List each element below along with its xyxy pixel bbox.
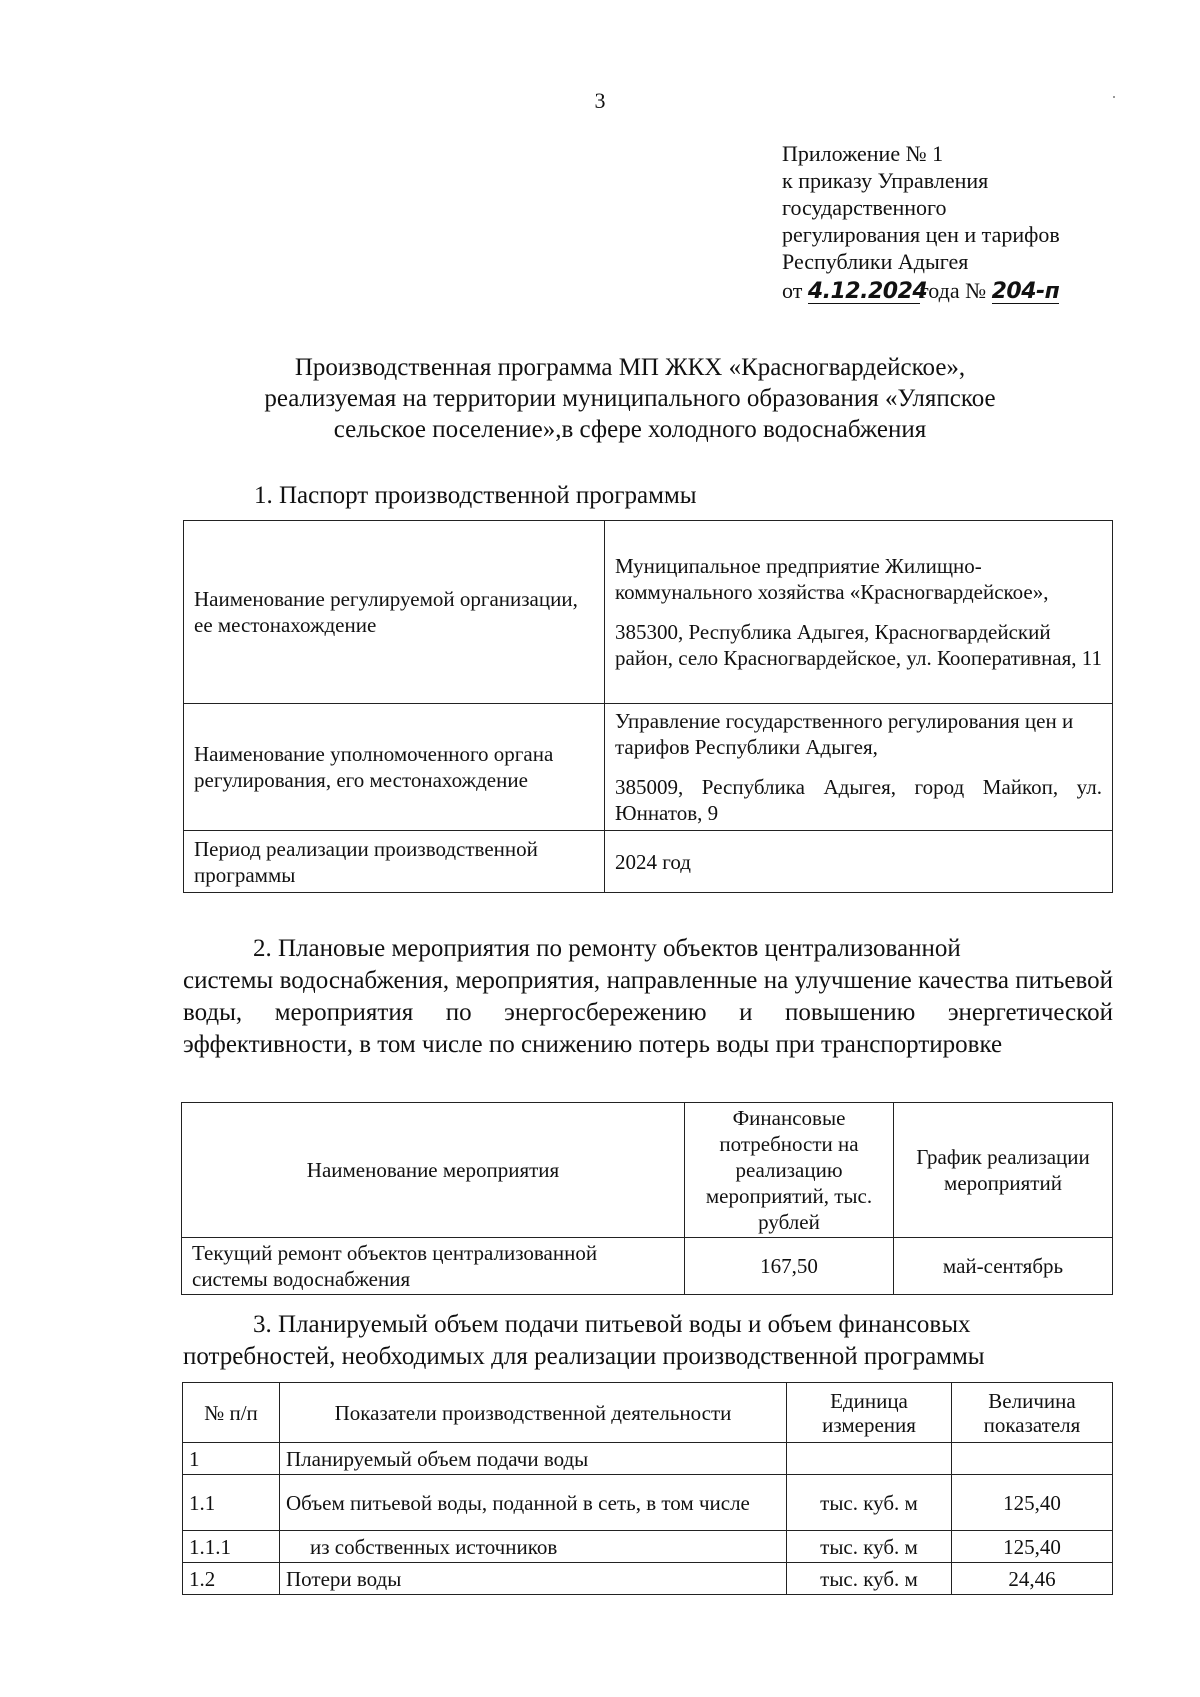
measure-finance: 167,50 [685,1238,894,1295]
section3-heading-rest: потребностей, необходимых для реализации производственной программы [183,1343,985,1370]
row-unit [787,1443,952,1475]
handwritten-order-number: 204-п [991,279,1060,304]
column-header: Наименование мероприятия [182,1103,685,1238]
table-row [183,1563,1113,1595]
row-number: 1.1.1 [183,1531,280,1563]
appendix-date-line [782,277,1060,304]
column-header: Величина показателя [952,1383,1113,1443]
appendix-line: Приложение № 1 [782,141,944,166]
passport-value: 2024 год [605,831,1113,893]
row-value: 125,40 [952,1531,1113,1563]
section2-heading-first: 2. Плановые мероприятия по ремонту объектов централизованной [253,935,961,962]
year-label: года № [919,278,987,303]
section3-heading [183,1309,1113,1373]
passport-label: Наименование регулируемой организации, ее местонахождение [184,521,605,704]
section2-heading [183,933,1113,1061]
column-header: Показатели производственной деятельности [280,1383,787,1443]
row-unit: тыс. куб. м [787,1475,952,1531]
passport-value-address: 385009, Республика Адыгея, город Майкоп, ул. Юннатов, 9 [615,775,1102,825]
column-header: Финансовые потребности на реализацию мероприятий, тыс. рублей [685,1103,894,1238]
row-value [952,1443,1113,1475]
row-unit: тыс. куб. м [787,1531,952,1563]
table-header-row [183,1383,1113,1443]
table-row [184,831,1113,893]
row-value: 125,40 [952,1475,1113,1531]
table-row [184,521,1113,704]
scan-speck [1113,96,1115,98]
title-line: Производственная программа МП ЖКХ «Красногвардейское», [294,354,966,381]
measure-name: Текущий ремонт объектов централизованной системы водоснабжения [182,1238,685,1295]
title-line: сельское поселение»,в сфере холодного водоснабжения [333,416,927,443]
passport-label: Период реализации производственной программы [184,831,605,893]
indicators-table [182,1382,1113,1595]
section3-heading-first: 3. Планируемый объем подачи питьевой воды и объем финансовых [253,1311,971,1338]
section1-heading: 1. Паспорт производственной программы [254,482,697,509]
passport-value [605,521,1113,704]
passport-label: Наименование уполномоченного органа регулирования, его местонахождение [184,704,605,831]
row-unit: тыс. куб. м [787,1563,952,1595]
table-header-row [182,1103,1113,1238]
row-indicator: Планируемый объем подачи воды [280,1443,787,1475]
measure-schedule: май-сентябрь [894,1238,1113,1295]
column-header: Единица измерения [787,1383,952,1443]
passport-value-name: Муниципальное предприятие Жилищно-коммунального хозяйства «Красногвардейское», [615,554,1049,604]
row-indicator: из собственных источников [280,1531,787,1563]
row-indicator: Потери воды [280,1563,787,1595]
table-row [183,1475,1113,1531]
measures-table [181,1102,1113,1295]
from-label: от [782,278,803,303]
passport-value [605,704,1113,831]
passport-table [183,520,1113,893]
passport-value-name: Управление государственного регулирования цен и тарифов Республики Адыгея, [615,709,1074,759]
appendix-line: регулирования цен и тарифов [782,222,1060,247]
table-row [182,1238,1113,1295]
table-row [183,1531,1113,1563]
section2-heading-rest: системы водоснабжения, мероприятия, направленные на улучшение качества питьевой воды, мероприятия по энергосбережению и повышению энергетической эффективности, в том числе по снижению потерь воды при транспортировке [183,967,1113,1058]
table-row [184,704,1113,831]
row-number: 1.2 [183,1563,280,1595]
passport-value-address: 385300, Республика Адыгея, Красногвардейский район, село Красногвардейское, ул. Кооперативная, 11 [615,620,1103,670]
appendix-line: государственного [782,195,947,220]
handwritten-date: 4.12.2024 [807,279,928,304]
row-number: 1 [183,1443,280,1475]
page-number: 3 [594,88,606,113]
column-header: № п/п [183,1383,280,1443]
row-value: 24,46 [952,1563,1113,1595]
appendix-line: к приказу Управления [782,168,989,193]
title-line: реализуемая на территории муниципального образования «Уляпское [264,385,996,412]
document-title [150,352,1110,445]
appendix-line: Республики Адыгея [782,249,969,274]
row-indicator: Объем питьевой воды, поданной в сеть, в том числе [280,1475,787,1531]
table-row [183,1443,1113,1475]
row-number: 1.1 [183,1475,280,1531]
column-header: График реализации мероприятий [894,1103,1113,1238]
appendix-block [782,140,1060,304]
